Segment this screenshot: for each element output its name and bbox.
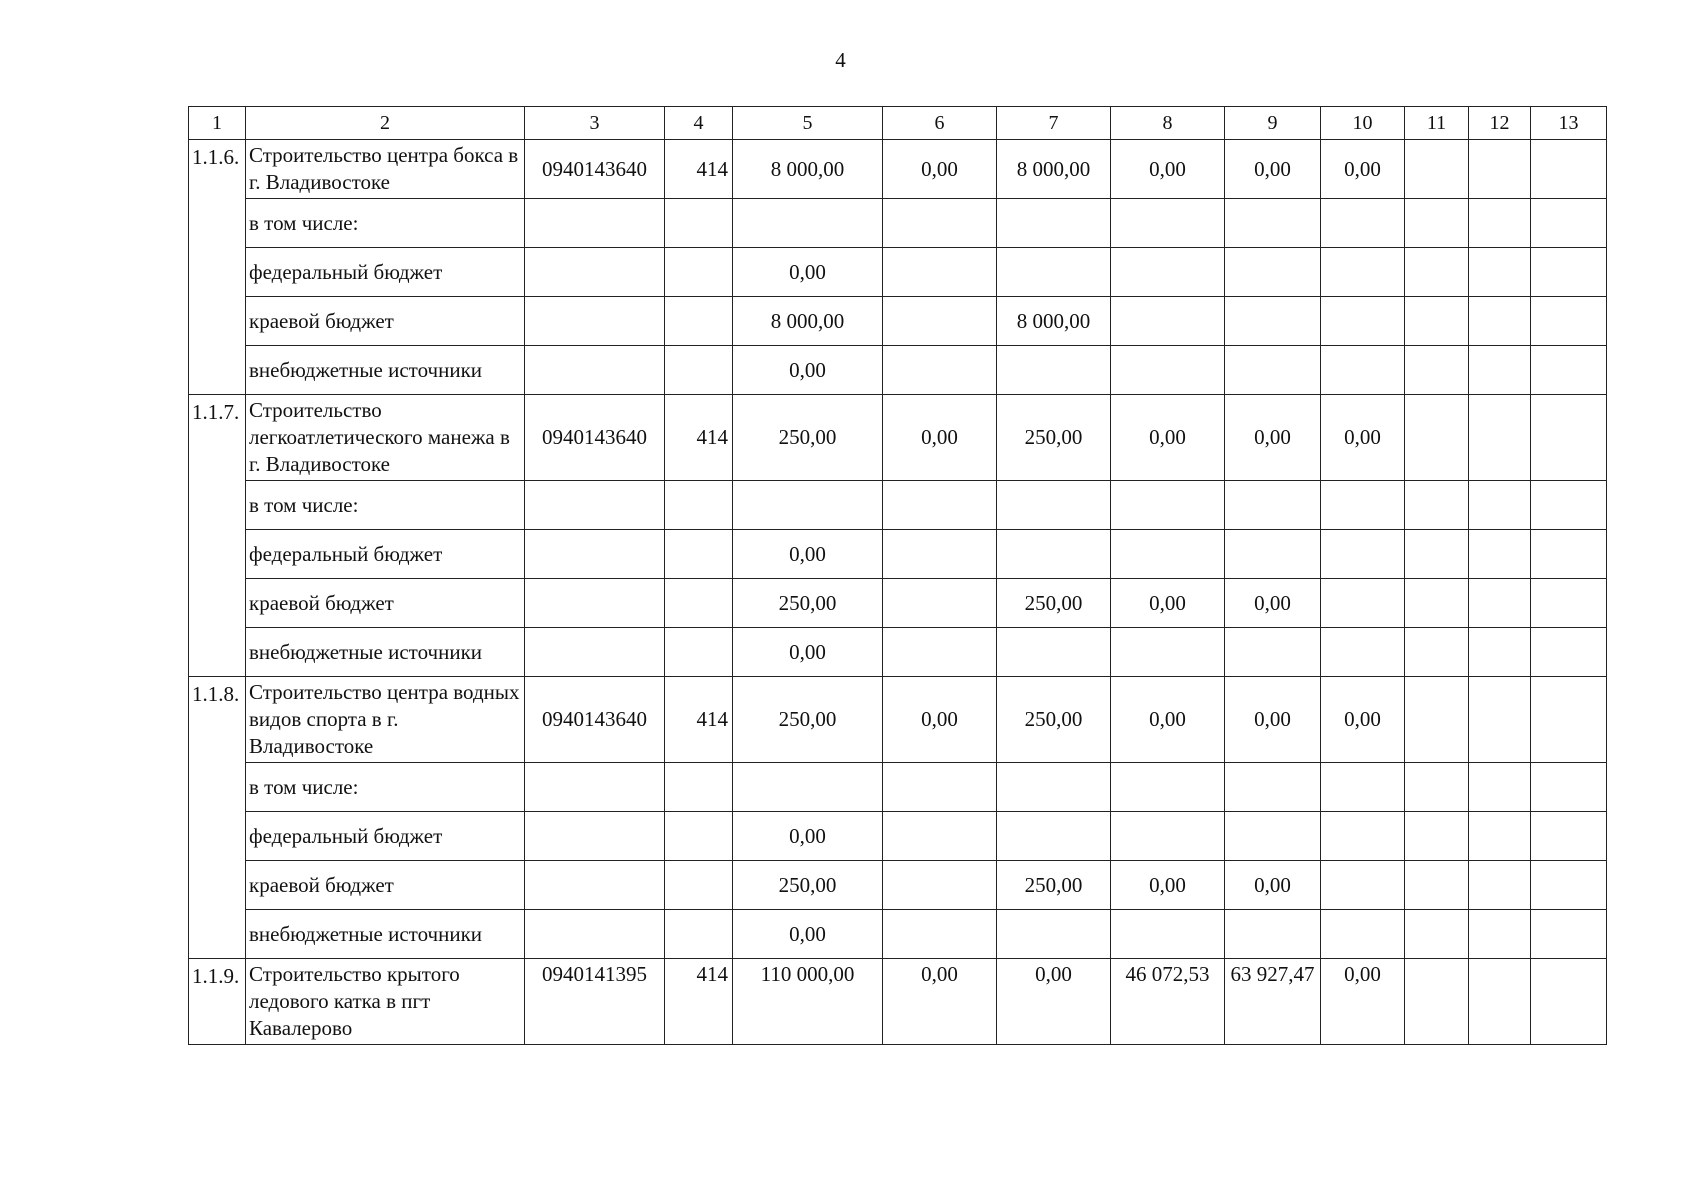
value-cell [1225, 248, 1321, 297]
item-name: Строительство центра бокса в г. Владивостоке [246, 140, 525, 199]
value-cell [883, 579, 997, 628]
empty-cell [1469, 530, 1531, 579]
value-cell: 250,00 [997, 579, 1111, 628]
item-row [189, 677, 1607, 763]
value-cell [1531, 140, 1607, 199]
header-cell: 5 [733, 107, 883, 140]
empty-cell [1321, 481, 1405, 530]
value-cell: 0,00 [1225, 579, 1321, 628]
value-cell: 0,00 [733, 628, 883, 677]
value-cell [1469, 395, 1531, 481]
value-cell: 0,00 [1111, 579, 1225, 628]
empty-cell [1405, 199, 1469, 248]
empty-cell [525, 579, 665, 628]
empty-cell [1531, 579, 1607, 628]
subrow-label: внебюджетные источники [246, 346, 525, 395]
value-cell: 0,00 [883, 959, 997, 1045]
table-body [189, 107, 1607, 1045]
value-cell: 0940143640 [525, 140, 665, 199]
empty-cell [1111, 763, 1225, 812]
empty-cell [1531, 628, 1607, 677]
empty-cell [1469, 763, 1531, 812]
empty-cell [1321, 346, 1405, 395]
subrow-label: внебюджетные источники [246, 910, 525, 959]
value-cell [1405, 677, 1469, 763]
empty-cell [1405, 346, 1469, 395]
empty-cell [1405, 763, 1469, 812]
value-cell: 8 000,00 [733, 297, 883, 346]
value-cell: 250,00 [733, 395, 883, 481]
value-cell: 0,00 [1321, 959, 1405, 1045]
item-number: 1.1.9. [189, 959, 246, 1045]
value-cell: 0,00 [1111, 395, 1225, 481]
value-cell: 0,00 [1111, 140, 1225, 199]
empty-cell [1225, 481, 1321, 530]
subrow-extra [189, 346, 1607, 395]
value-cell: 0,00 [733, 812, 883, 861]
value-cell: 0,00 [1225, 395, 1321, 481]
empty-cell [1469, 861, 1531, 910]
empty-cell [1321, 812, 1405, 861]
value-cell [883, 530, 997, 579]
empty-cell [1111, 481, 1225, 530]
header-cell: 7 [997, 107, 1111, 140]
empty-cell [997, 481, 1111, 530]
empty-cell [997, 763, 1111, 812]
empty-cell [1469, 346, 1531, 395]
empty-cell [525, 248, 665, 297]
empty-cell [525, 481, 665, 530]
empty-cell [1531, 530, 1607, 579]
empty-cell [1469, 248, 1531, 297]
value-cell: 414 [665, 959, 733, 1045]
value-cell [1469, 140, 1531, 199]
item-name: Строительство крытого ледового катка в пгт Кавалерово [246, 959, 525, 1045]
value-cell [997, 628, 1111, 677]
value-cell [1469, 959, 1531, 1045]
value-cell [997, 530, 1111, 579]
empty-cell [1405, 579, 1469, 628]
value-cell [1405, 395, 1469, 481]
empty-cell [1321, 861, 1405, 910]
value-cell [997, 346, 1111, 395]
header-cell: 9 [1225, 107, 1321, 140]
empty-cell [1321, 199, 1405, 248]
value-cell: 0,00 [883, 140, 997, 199]
value-cell: 0,00 [883, 677, 997, 763]
header-cell: 2 [246, 107, 525, 140]
subrow-federal [189, 812, 1607, 861]
value-cell [1225, 812, 1321, 861]
value-cell [1225, 628, 1321, 677]
header-cell: 4 [665, 107, 733, 140]
empty-cell [1531, 481, 1607, 530]
subrow-incl [189, 199, 1607, 248]
value-cell [1111, 346, 1225, 395]
subrow-label: в том числе: [246, 763, 525, 812]
header-row [189, 107, 1607, 140]
value-cell [1405, 959, 1469, 1045]
empty-cell [1321, 910, 1405, 959]
empty-cell [525, 861, 665, 910]
empty-cell [997, 199, 1111, 248]
value-cell [1111, 297, 1225, 346]
value-cell [1469, 677, 1531, 763]
empty-cell [1405, 297, 1469, 346]
value-cell [883, 861, 997, 910]
value-cell [1111, 628, 1225, 677]
value-cell: 8 000,00 [997, 140, 1111, 199]
header-cell: 11 [1405, 107, 1469, 140]
value-cell: 0940141395 [525, 959, 665, 1045]
value-cell: 414 [665, 140, 733, 199]
value-cell: 250,00 [733, 579, 883, 628]
header-cell: 6 [883, 107, 997, 140]
value-cell [1111, 248, 1225, 297]
empty-cell [1469, 628, 1531, 677]
empty-cell [1225, 199, 1321, 248]
value-cell [883, 910, 997, 959]
item-number: 1.1.7. [189, 395, 246, 677]
subrow-label: в том числе: [246, 481, 525, 530]
empty-cell [1469, 297, 1531, 346]
value-cell: 0,00 [733, 248, 883, 297]
empty-cell [665, 579, 733, 628]
value-cell: 0,00 [733, 346, 883, 395]
value-cell [883, 628, 997, 677]
subrow-label: краевой бюджет [246, 861, 525, 910]
value-cell: 0,00 [883, 395, 997, 481]
value-cell: 250,00 [997, 677, 1111, 763]
value-cell [1225, 530, 1321, 579]
empty-cell [525, 910, 665, 959]
header-cell: 10 [1321, 107, 1405, 140]
empty-cell [1321, 628, 1405, 677]
empty-cell [525, 763, 665, 812]
subrow-label: федеральный бюджет [246, 812, 525, 861]
value-cell [1111, 530, 1225, 579]
empty-cell [1405, 812, 1469, 861]
empty-cell [1531, 199, 1607, 248]
page-number: 4 [835, 48, 846, 72]
value-cell [883, 248, 997, 297]
empty-cell [1469, 812, 1531, 861]
value-cell: 46 072,53 [1111, 959, 1225, 1045]
value-cell: 250,00 [997, 395, 1111, 481]
empty-cell [1405, 530, 1469, 579]
empty-cell [1531, 861, 1607, 910]
value-cell [1405, 140, 1469, 199]
empty-cell [1469, 579, 1531, 628]
value-cell: 0,00 [1321, 140, 1405, 199]
item-row [189, 959, 1607, 1045]
value-cell: 63 927,47 [1225, 959, 1321, 1045]
empty-cell [1531, 248, 1607, 297]
empty-cell [1531, 297, 1607, 346]
empty-cell [1405, 248, 1469, 297]
empty-cell [1531, 763, 1607, 812]
empty-cell [1405, 861, 1469, 910]
empty-cell [1469, 481, 1531, 530]
empty-cell [665, 812, 733, 861]
value-cell: 110 000,00 [733, 959, 883, 1045]
subrow-label: федеральный бюджет [246, 248, 525, 297]
empty-cell [883, 199, 997, 248]
value-cell: 250,00 [733, 677, 883, 763]
header-cell: 8 [1111, 107, 1225, 140]
value-cell [997, 812, 1111, 861]
value-cell [1111, 910, 1225, 959]
budget-table [188, 106, 1607, 1045]
value-cell [1225, 297, 1321, 346]
empty-cell [665, 199, 733, 248]
value-cell [883, 346, 997, 395]
item-number: 1.1.6. [189, 140, 246, 395]
empty-cell [1321, 248, 1405, 297]
value-cell: 250,00 [997, 861, 1111, 910]
value-cell: 0,00 [1225, 677, 1321, 763]
empty-cell [883, 481, 997, 530]
value-cell: 0940143640 [525, 677, 665, 763]
value-cell [883, 297, 997, 346]
item-number: 1.1.8. [189, 677, 246, 959]
header-cell: 13 [1531, 107, 1607, 140]
value-cell: 0,00 [1111, 861, 1225, 910]
empty-cell [525, 628, 665, 677]
subrow-federal [189, 530, 1607, 579]
empty-cell [665, 861, 733, 910]
value-cell: 0,00 [1225, 861, 1321, 910]
header-cell: 12 [1469, 107, 1531, 140]
subrow-label: федеральный бюджет [246, 530, 525, 579]
empty-cell [1405, 628, 1469, 677]
subrow-regional [189, 579, 1607, 628]
value-cell [1531, 677, 1607, 763]
empty-cell [525, 346, 665, 395]
empty-cell [525, 812, 665, 861]
value-cell [997, 910, 1111, 959]
subrow-label: краевой бюджет [246, 297, 525, 346]
subrow-incl [189, 763, 1607, 812]
empty-cell [665, 248, 733, 297]
empty-cell [665, 763, 733, 812]
value-cell: 414 [665, 677, 733, 763]
subrow-incl [189, 481, 1607, 530]
empty-cell [665, 910, 733, 959]
value-cell [1225, 346, 1321, 395]
empty-cell [1321, 579, 1405, 628]
value-cell: 0,00 [1225, 140, 1321, 199]
empty-cell [1531, 346, 1607, 395]
value-cell: 250,00 [733, 861, 883, 910]
empty-cell [1531, 910, 1607, 959]
value-cell: 8 000,00 [997, 297, 1111, 346]
item-name: Строительство центра водных видов спорта в г. Владивостоке [246, 677, 525, 763]
value-cell [1111, 812, 1225, 861]
empty-cell [665, 481, 733, 530]
item-name: Строительство легкоатлетического манежа в г. Владивостоке [246, 395, 525, 481]
empty-cell [525, 297, 665, 346]
item-row [189, 395, 1607, 481]
empty-cell [1531, 812, 1607, 861]
empty-cell [1321, 763, 1405, 812]
value-cell: 0,00 [1321, 395, 1405, 481]
empty-cell [733, 481, 883, 530]
subrow-extra [189, 910, 1607, 959]
empty-cell [525, 199, 665, 248]
empty-cell [1321, 297, 1405, 346]
empty-cell [883, 763, 997, 812]
empty-cell [1225, 763, 1321, 812]
empty-cell [1405, 481, 1469, 530]
empty-cell [665, 346, 733, 395]
item-row [189, 140, 1607, 199]
value-cell: 0,00 [733, 530, 883, 579]
empty-cell [1405, 910, 1469, 959]
value-cell [1531, 959, 1607, 1045]
empty-cell [665, 297, 733, 346]
value-cell: 0,00 [1321, 677, 1405, 763]
subrow-label: в том числе: [246, 199, 525, 248]
subrow-label: краевой бюджет [246, 579, 525, 628]
value-cell: 0940143640 [525, 395, 665, 481]
empty-cell [665, 530, 733, 579]
subrow-federal [189, 248, 1607, 297]
header-cell: 3 [525, 107, 665, 140]
subrow-label: внебюджетные источники [246, 628, 525, 677]
empty-cell [733, 763, 883, 812]
subrow-regional [189, 861, 1607, 910]
empty-cell [1321, 530, 1405, 579]
value-cell: 0,00 [733, 910, 883, 959]
subrow-extra [189, 628, 1607, 677]
value-cell: 0,00 [997, 959, 1111, 1045]
value-cell [997, 248, 1111, 297]
empty-cell [733, 199, 883, 248]
value-cell: 8 000,00 [733, 140, 883, 199]
value-cell [1531, 395, 1607, 481]
empty-cell [1469, 910, 1531, 959]
empty-cell [665, 628, 733, 677]
header-cell: 1 [189, 107, 246, 140]
value-cell: 414 [665, 395, 733, 481]
empty-cell [1111, 199, 1225, 248]
empty-cell [1469, 199, 1531, 248]
value-cell [883, 812, 997, 861]
value-cell [1225, 910, 1321, 959]
empty-cell [525, 530, 665, 579]
value-cell: 0,00 [1111, 677, 1225, 763]
subrow-regional [189, 297, 1607, 346]
